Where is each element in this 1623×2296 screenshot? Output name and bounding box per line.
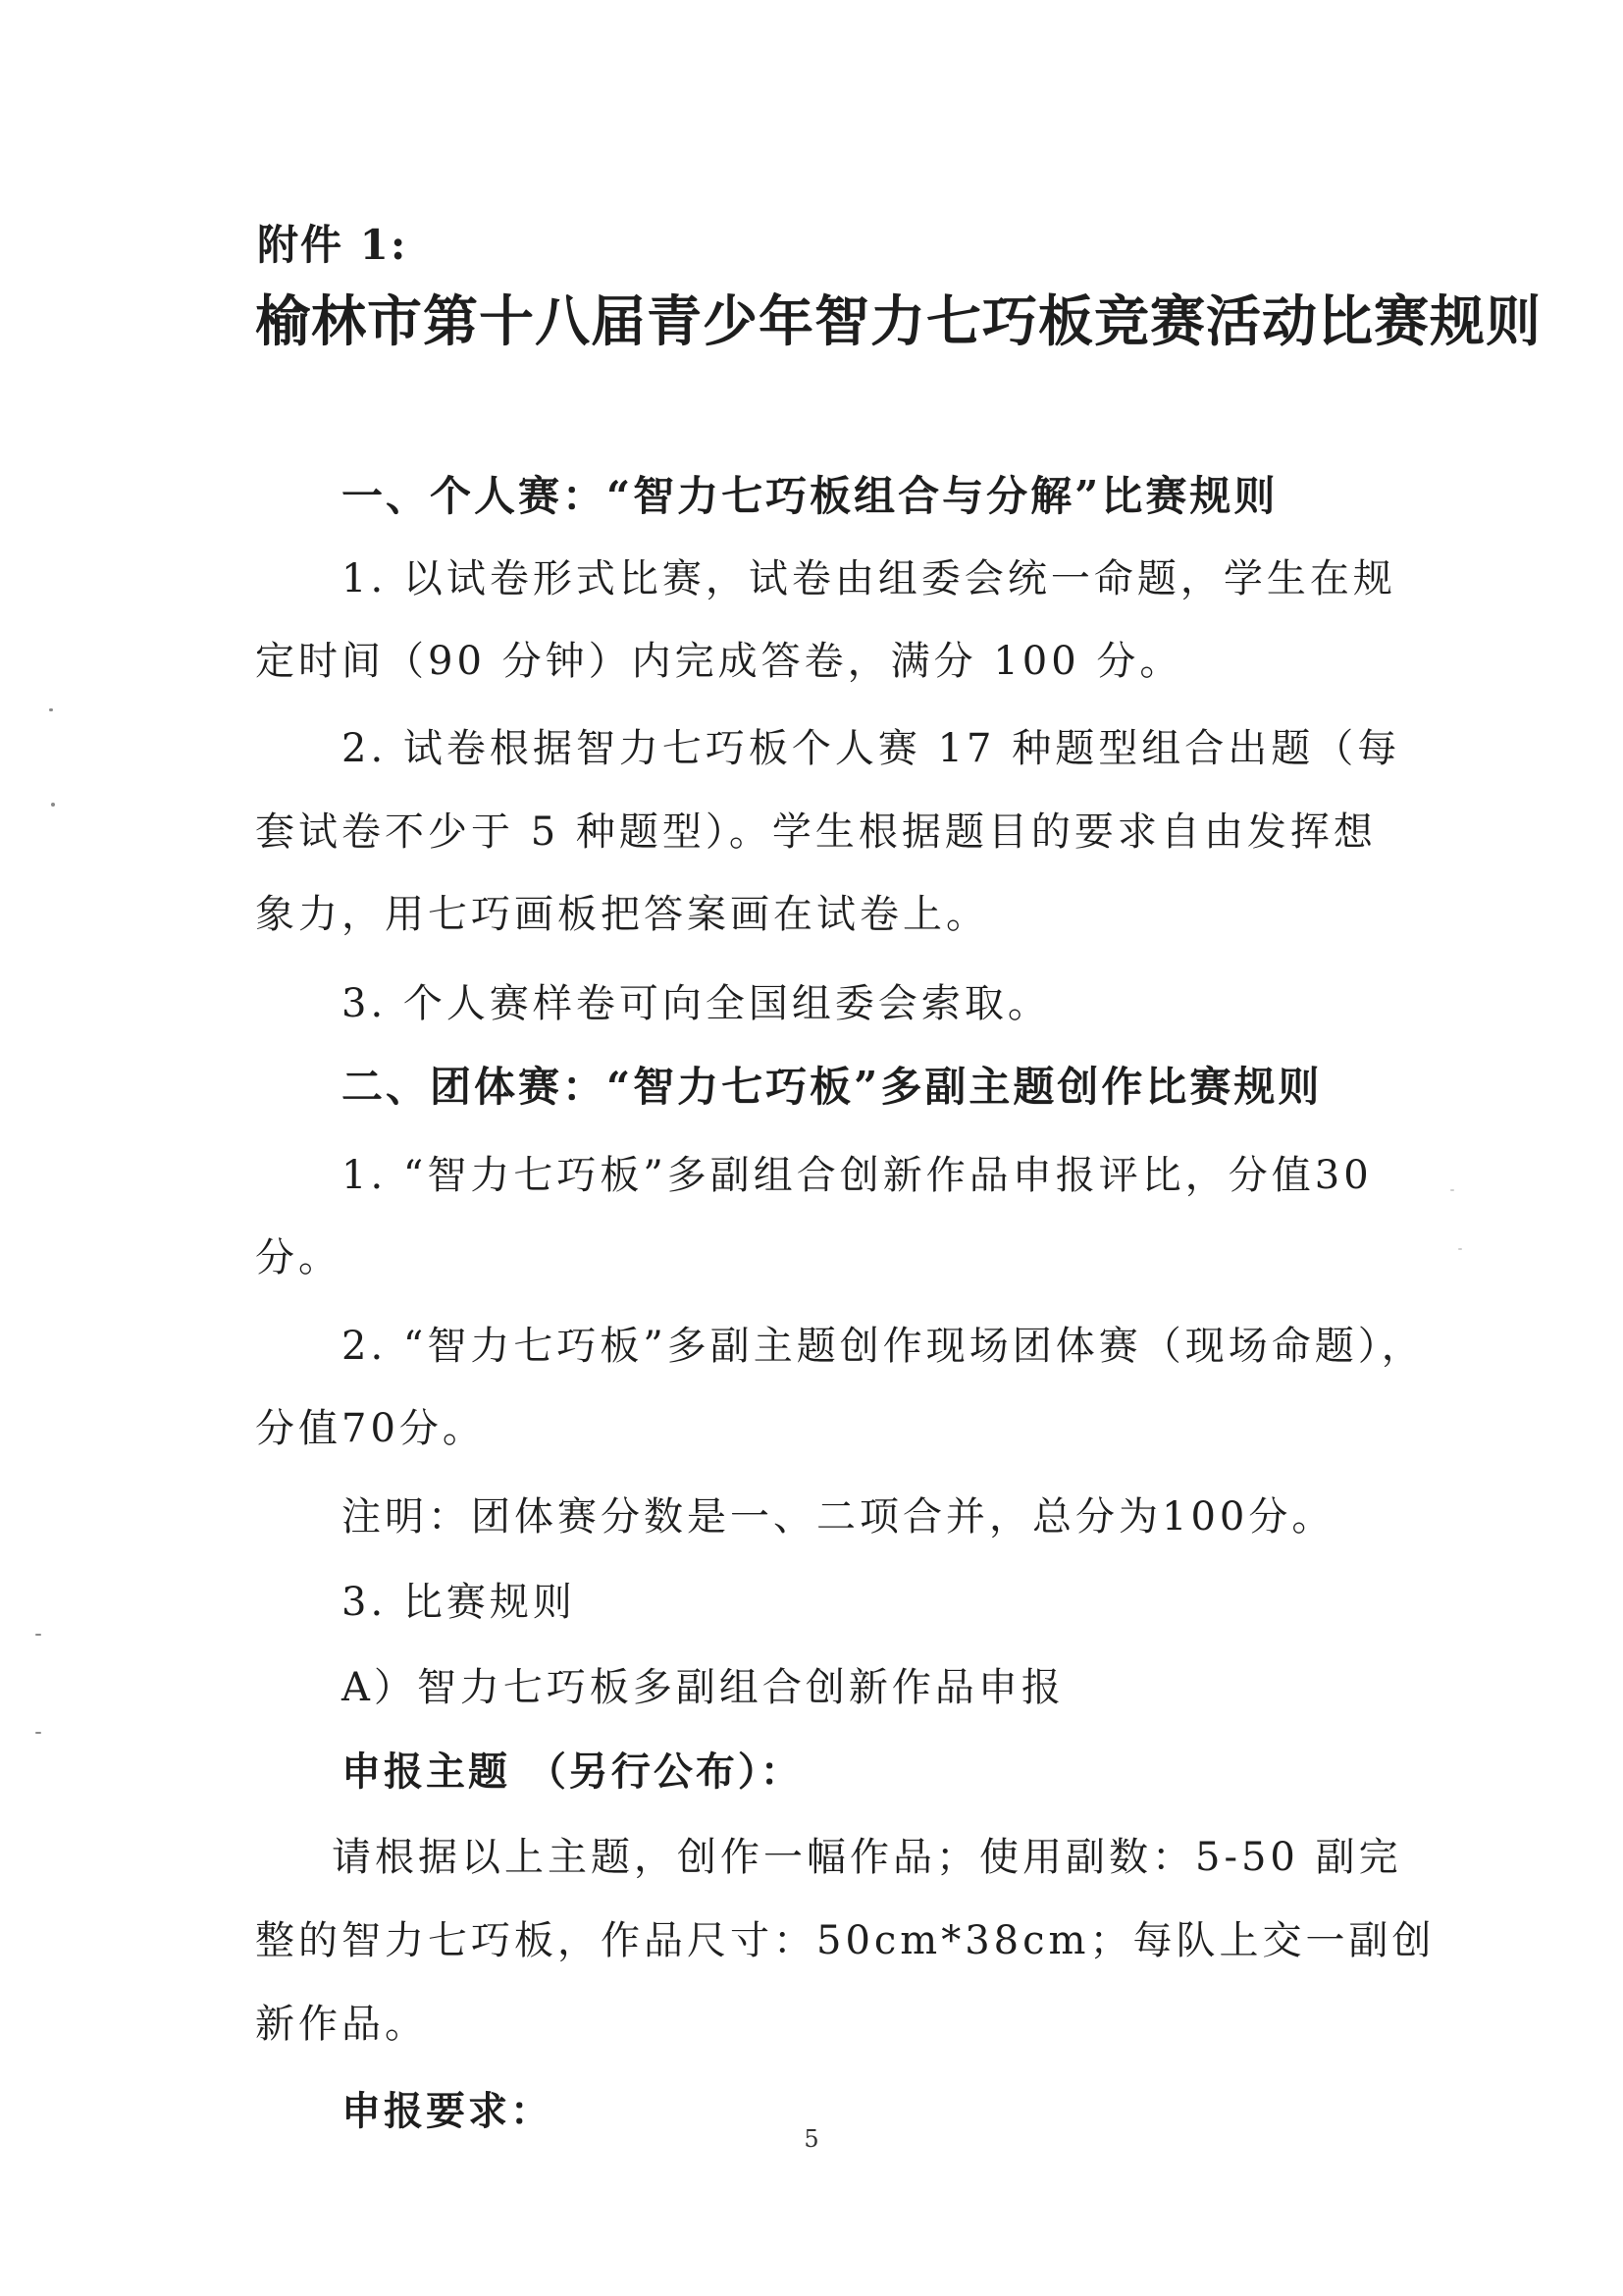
scan-speck	[35, 1732, 41, 1734]
page-number: 5	[804, 2125, 819, 2153]
paragraph-line: 分。	[255, 1235, 341, 1280]
paragraph-line: 新作品。	[255, 2002, 428, 2047]
section-heading-individual: 一、个人赛：“智力七巧板组合与分解”比赛规则	[341, 472, 1279, 520]
paragraph-line: 3. 个人赛样卷可向全国组委会索取。	[341, 981, 1051, 1026]
paragraph-line: 定时间（90 分钟）内完成答卷，满分 100 分。	[255, 639, 1183, 684]
scan-speck	[1458, 1248, 1462, 1250]
paragraph-line: 象力，用七巧画板把答案画在试卷上。	[255, 892, 989, 937]
subheading-theme: 申报主题 （另行公布）：	[341, 1748, 803, 1795]
paragraph-line: 2. “智力七巧板”多副主题创作现场团体赛（现场命题），	[341, 1324, 1425, 1369]
paragraph-line: 套试卷不少于 5 种题型）。学生根据题目的要求自由发挥想	[255, 809, 1377, 855]
paragraph-line: 1. “智力七巧板”多副组合创新作品申报评比，分值30	[341, 1153, 1373, 1198]
subsection-line: A）智力七巧板多副组合创新作品申报	[341, 1665, 1065, 1710]
paragraph-line: 请根据以上主题，创作一幅作品；使用副数：5-50 副完	[332, 1835, 1402, 1880]
annex-label: 附件 1:	[257, 221, 408, 269]
paragraph-line: 1. 以试卷形式比赛，试卷由组委会统一命题，学生在规	[341, 556, 1396, 601]
note-line: 注明：团体赛分数是一、二项合并，总分为100分。	[341, 1494, 1335, 1539]
paragraph-line: 分值70分。	[255, 1406, 486, 1451]
section-heading-team: 二、团体赛：“智力七巧板”多副主题创作比赛规则	[341, 1063, 1323, 1111]
document-title: 榆林市第十八届青少年智力七巧板竞赛活动比赛规则	[255, 289, 1542, 354]
scan-speck	[49, 708, 53, 711]
scan-speck	[35, 1634, 41, 1636]
paragraph-line: 2. 试卷根据智力七巧板个人赛 17 种题型组合出题（每	[341, 726, 1401, 771]
subheading-requirements: 申报要求：	[341, 2088, 552, 2134]
scan-speck	[1450, 1189, 1454, 1191]
paragraph-line: 整的智力七巧板，作品尺寸：50cm*38cm；每队上交一副创	[255, 1918, 1436, 1963]
scan-speck	[51, 803, 55, 807]
paragraph-line: 3. 比赛规则	[341, 1580, 576, 1625]
